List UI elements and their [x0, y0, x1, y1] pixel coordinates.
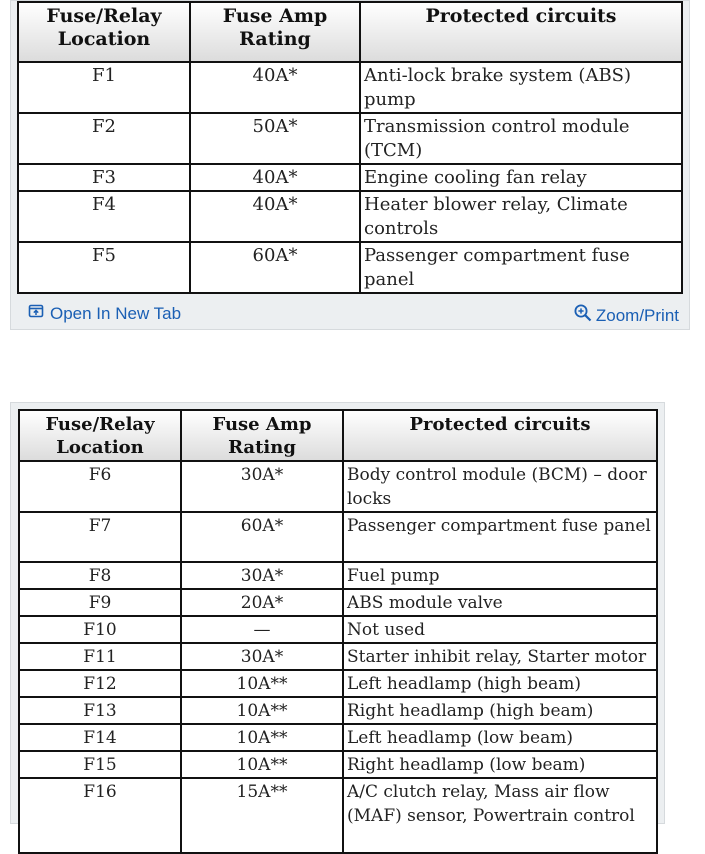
header-circuits: Protected circuits	[343, 410, 657, 461]
fuse-table-card-1	[10, 0, 690, 330]
table-footer	[11, 295, 689, 329]
zoom-print-link[interactable]	[573, 303, 679, 328]
cell-circuit: Starter inhibit relay, Starter motor	[343, 643, 657, 670]
table-row	[19, 751, 657, 778]
cell-rating: 30A*	[181, 643, 343, 670]
cell-circuit: Right headlamp (high beam)	[343, 697, 657, 724]
cell-rating: 10A**	[181, 724, 343, 751]
fuse-table-2	[18, 409, 658, 854]
open-in-new-tab-label: Open In New Tab	[50, 303, 182, 323]
table-row	[19, 724, 657, 751]
cell-rating: 10A**	[181, 751, 343, 778]
cell-circuit: Not used	[343, 616, 657, 643]
cell-location: F3	[18, 164, 190, 191]
cell-location: F16	[19, 778, 181, 853]
table-row	[19, 643, 657, 670]
cell-rating: 40A*	[190, 164, 360, 191]
table-row	[18, 242, 682, 293]
cell-rating: 30A*	[181, 461, 343, 512]
cell-location: F9	[19, 589, 181, 616]
header-rating: Fuse Amp Rating	[190, 2, 360, 62]
cell-location: F14	[19, 724, 181, 751]
table-row	[19, 512, 657, 562]
table-row	[19, 697, 657, 724]
fuse-table-card-2	[10, 402, 665, 824]
cell-rating: 20A*	[181, 589, 343, 616]
fuse-table-1	[17, 1, 683, 294]
cell-rating: 40A*	[190, 191, 360, 242]
cell-rating: 30A*	[181, 562, 343, 589]
cell-location: F10	[19, 616, 181, 643]
header-circuits: Protected circuits	[360, 2, 682, 62]
cell-circuit: Left headlamp (low beam)	[343, 724, 657, 751]
cell-circuit: ABS module valve	[343, 589, 657, 616]
cell-rating: 50A*	[190, 113, 360, 164]
table-row	[18, 191, 682, 242]
open-in-new-tab-icon	[28, 303, 44, 324]
table-row	[19, 589, 657, 616]
cell-circuit: Heater blower relay, Climate controls	[360, 191, 682, 242]
cell-rating: —	[181, 616, 343, 643]
cell-circuit: Fuel pump	[343, 562, 657, 589]
cell-circuit: Engine cooling fan relay	[360, 164, 682, 191]
cell-rating: 10A**	[181, 697, 343, 724]
cell-location: F11	[19, 643, 181, 670]
cell-location: F15	[19, 751, 181, 778]
cell-location: F8	[19, 562, 181, 589]
cell-location: F5	[18, 242, 190, 293]
cell-circuit: Passenger compartment fuse panel	[343, 512, 657, 562]
table-row	[18, 164, 682, 191]
cell-rating: 60A*	[190, 242, 360, 293]
cell-location: F2	[18, 113, 190, 164]
cell-circuit: Right headlamp (low beam)	[343, 751, 657, 778]
table-row	[19, 616, 657, 643]
cell-rating: 60A*	[181, 512, 343, 562]
table-row	[18, 62, 682, 113]
header-rating: Fuse Amp Rating	[181, 410, 343, 461]
cell-circuit: Transmission control module (TCM)	[360, 113, 682, 164]
cell-circuit: Left headlamp (high beam)	[343, 670, 657, 697]
cell-circuit: Body control module (BCM) – door locks	[343, 461, 657, 512]
zoom-print-label: Zoom/Print	[595, 305, 679, 325]
cell-rating: 15A**	[181, 778, 343, 853]
table-row	[19, 461, 657, 512]
cell-rating: 40A*	[190, 62, 360, 113]
cell-location: F1	[18, 62, 190, 113]
header-location: Fuse/Relay Location	[19, 410, 181, 461]
table-row	[19, 670, 657, 697]
table-row	[18, 113, 682, 164]
open-in-new-tab-link[interactable]	[28, 303, 181, 324]
cell-circuit: A/C clutch relay, Mass air flow (MAF) sensor, Powertrain control	[343, 778, 657, 853]
cell-circuit: Anti-lock brake system (ABS) pump	[360, 62, 682, 113]
table-row	[19, 778, 657, 853]
cell-location: F12	[19, 670, 181, 697]
cell-circuit: Passenger compartment fuse panel	[360, 242, 682, 293]
cell-location: F13	[19, 697, 181, 724]
cell-location: F7	[19, 512, 181, 562]
zoom-icon	[573, 303, 593, 328]
table-row	[19, 562, 657, 589]
header-location: Fuse/Relay Location	[18, 2, 190, 62]
cell-location: F6	[19, 461, 181, 512]
cell-rating: 10A**	[181, 670, 343, 697]
cell-location: F4	[18, 191, 190, 242]
